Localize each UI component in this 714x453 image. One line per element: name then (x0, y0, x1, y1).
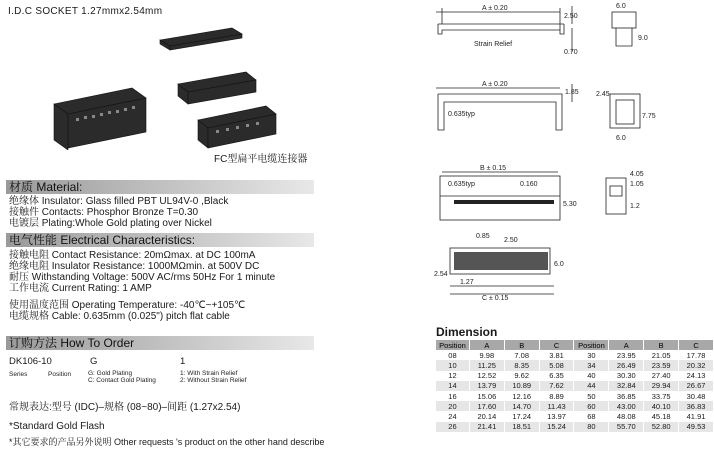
table-cell: 13.79 (469, 381, 504, 391)
table-cell: 55.70 (609, 422, 644, 432)
table-cell: 27.40 (644, 371, 679, 381)
table-cell: 14.70 (504, 401, 539, 411)
dim-775: 7.75 (642, 113, 656, 120)
order-heading: 订购方法 How To Order (6, 336, 314, 350)
table-cell: 3.81 (539, 350, 574, 360)
dim-90: 9.0 (638, 35, 648, 42)
dim-60b: 6.0 (616, 135, 626, 142)
table-cell: 17.78 (679, 350, 714, 360)
technical-drawings (420, 0, 714, 322)
table-cell: 24.13 (679, 371, 714, 381)
table-cell: 17.24 (504, 411, 539, 421)
table-cell: 9.98 (469, 350, 504, 360)
table-cell: 11.25 (469, 360, 504, 370)
header-cell: C (539, 340, 574, 350)
table-row (436, 371, 714, 381)
dim-250b: 2.50 (504, 237, 518, 244)
order-position-label: Position (48, 371, 72, 378)
table-cell: 41.91 (679, 411, 714, 421)
table-cell: 26.49 (609, 360, 644, 370)
table-header-row (436, 340, 714, 350)
other-request-note: *其它要求的产品另外说明 Other requests 's product on the other hand describe (9, 437, 325, 447)
table-cell: 20.32 (679, 360, 714, 370)
dim-085: 0.85 (476, 233, 490, 240)
standard-note: *Standard Gold Flash (9, 421, 105, 432)
table-cell: 20.14 (469, 411, 504, 421)
table-cell: 16 (436, 391, 469, 401)
dim-0635b: 0.635typ (448, 181, 475, 188)
table-cell: 8.35 (504, 360, 539, 370)
order-relief-option-1: 1: With Strain Relief (180, 370, 238, 377)
table-cell: 26.67 (679, 381, 714, 391)
table-cell: 30.30 (609, 371, 644, 381)
table-cell: 21.05 (644, 350, 679, 360)
table-row (436, 381, 714, 391)
table-row (436, 350, 714, 360)
table-cell: 8.89 (539, 391, 574, 401)
dim-a-1: A ± 0.20 (482, 5, 508, 12)
table-cell: 52.80 (644, 422, 679, 432)
order-plating-option-2: C: Contact Gold Plating (88, 377, 156, 384)
table-cell: 49.53 (679, 422, 714, 432)
table-cell: 36.85 (609, 391, 644, 401)
table-cell: 48.08 (609, 411, 644, 421)
table-cell: 80 (574, 422, 609, 432)
dim-070: 0.70 (564, 49, 578, 56)
table-cell: 23.59 (644, 360, 679, 370)
header-cell: B (504, 340, 539, 350)
table-cell: 18.51 (504, 422, 539, 432)
table-row (436, 422, 714, 432)
dim-254: 2.54 (434, 271, 448, 278)
table-cell: 6.35 (539, 371, 574, 381)
table-cell: 11.43 (539, 401, 574, 411)
dim-0635: 0.635typ (448, 111, 475, 118)
electrical-line-4: 工作电流 Current Rating: 1 AMP (9, 283, 152, 294)
order-plating-option-1: G: Gold Plating (88, 370, 133, 377)
table-row (436, 360, 714, 370)
table-cell: 45.18 (644, 411, 679, 421)
order-relief-option-2: 2: Without Strain Relief (180, 377, 247, 384)
dim-185: 1.85 (565, 89, 579, 96)
table-cell: 29.94 (644, 381, 679, 391)
table-cell: 12.16 (504, 391, 539, 401)
dim-60c: 6.0 (554, 261, 564, 268)
table-cell: 7.62 (539, 381, 574, 391)
dim-0160: 0.160 (520, 181, 538, 188)
product-photo (20, 20, 310, 150)
table-cell: 08 (436, 350, 469, 360)
table-row (436, 411, 714, 421)
dim-a-2: A ± 0.20 (482, 81, 508, 88)
dimension-title: Dimension (436, 325, 498, 339)
electrical-line-2: 绝缘电阻 Insulator Resistance: 1000MΩmin. at 500V DC (9, 261, 260, 272)
table-cell: 21.41 (469, 422, 504, 432)
table-cell: 30 (574, 350, 609, 360)
header-cell: C (679, 340, 714, 350)
dimension-table (436, 340, 714, 432)
strain-relief-label: Strain Relief (474, 41, 513, 48)
table-cell: 26 (436, 422, 469, 432)
table-cell: 10.89 (504, 381, 539, 391)
table-cell: 9.62 (504, 371, 539, 381)
electrical-line-3: 耐压 Withstanding Voltage: 500V AC/rms 50Hz For 1 minute (9, 272, 276, 283)
header-cell: A (609, 340, 644, 350)
table-cell: 33.75 (644, 391, 679, 401)
table-cell: 15.24 (539, 422, 574, 432)
dim-530: 5.30 (563, 201, 577, 208)
table-cell: 20 (436, 401, 469, 411)
table-cell: 7.08 (504, 350, 539, 360)
dim-12: 1.2 (630, 203, 640, 210)
table-cell: 36.83 (679, 401, 714, 411)
electrical-heading: 电气性能 Electrical Characteristics: (6, 233, 314, 247)
electrical-line-6: 电缆规格 Cable: 0.635mm (0.025") pitch flat cable (9, 311, 230, 322)
table-cell: 32.84 (609, 381, 644, 391)
dim-105: 1.05 (630, 181, 644, 188)
order-series-label: Series (9, 371, 28, 378)
table-cell: 43.00 (609, 401, 644, 411)
dim-250: 2.50 (564, 13, 578, 20)
table-cell: 14 (436, 381, 469, 391)
table-cell: 12.52 (469, 371, 504, 381)
dim-127: 1.27 (460, 279, 474, 286)
material-heading: 材质 Material: (6, 180, 314, 194)
table-row (436, 401, 714, 411)
table-cell: 50 (574, 391, 609, 401)
product-caption: FC型扁平电缆连接器 (214, 154, 308, 165)
material-line-3: 电镀层 Plating:Whole Gold plating over Nickel (9, 218, 212, 229)
table-cell: 44 (574, 381, 609, 391)
table-cell: 68 (574, 411, 609, 421)
dim-405: 4.05 (630, 171, 644, 178)
order-code-option: 1 (180, 356, 186, 367)
header-cell: B (644, 340, 679, 350)
material-line-2: 接触件 Contacts: Phosphor Bronze T=0.30 (9, 207, 199, 218)
table-row (436, 391, 714, 401)
electrical-line-5: 使用温度范围 Operating Temperature: -40℃~+105℃ (9, 300, 246, 311)
table-cell: 15.06 (469, 391, 504, 401)
order-expression: 常规表达:型号 (IDC)–规格 (08~80)–间距 (1.27x2.54) (9, 402, 241, 413)
table-cell: 17.60 (469, 401, 504, 411)
dim-b: B ± 0.15 (480, 165, 507, 172)
order-code: DK106-10 (9, 356, 52, 367)
table-cell: 23.95 (609, 350, 644, 360)
table-cell: 40.10 (644, 401, 679, 411)
table-cell: 24 (436, 411, 469, 421)
header-cell: Position (574, 340, 609, 350)
order-code-plating: G (90, 356, 98, 367)
table-cell: 34 (574, 360, 609, 370)
table-cell: 30.48 (679, 391, 714, 401)
table-cell: 13.97 (539, 411, 574, 421)
table-cell: 40 (574, 371, 609, 381)
header-cell: A (469, 340, 504, 350)
dim-60a: 6.0 (616, 3, 626, 10)
page-title: I.D.C SOCKET 1.27mmx2.54mm (8, 6, 163, 17)
table-cell: 5.08 (539, 360, 574, 370)
header-cell: Position (436, 340, 469, 350)
dim-c: C ± 0.15 (482, 295, 509, 302)
table-cell: 10 (436, 360, 469, 370)
table-cell: 60 (574, 401, 609, 411)
electrical-line-1: 接触电阻 Contact Resistance: 20mΩmax. at DC 100mA (9, 250, 256, 261)
material-line-1: 绝缘体 Insulator: Glass filled PBT UL94V-0 ,Black (9, 196, 229, 207)
table-cell: 12 (436, 371, 469, 381)
dim-245: 2.45 (596, 91, 610, 98)
